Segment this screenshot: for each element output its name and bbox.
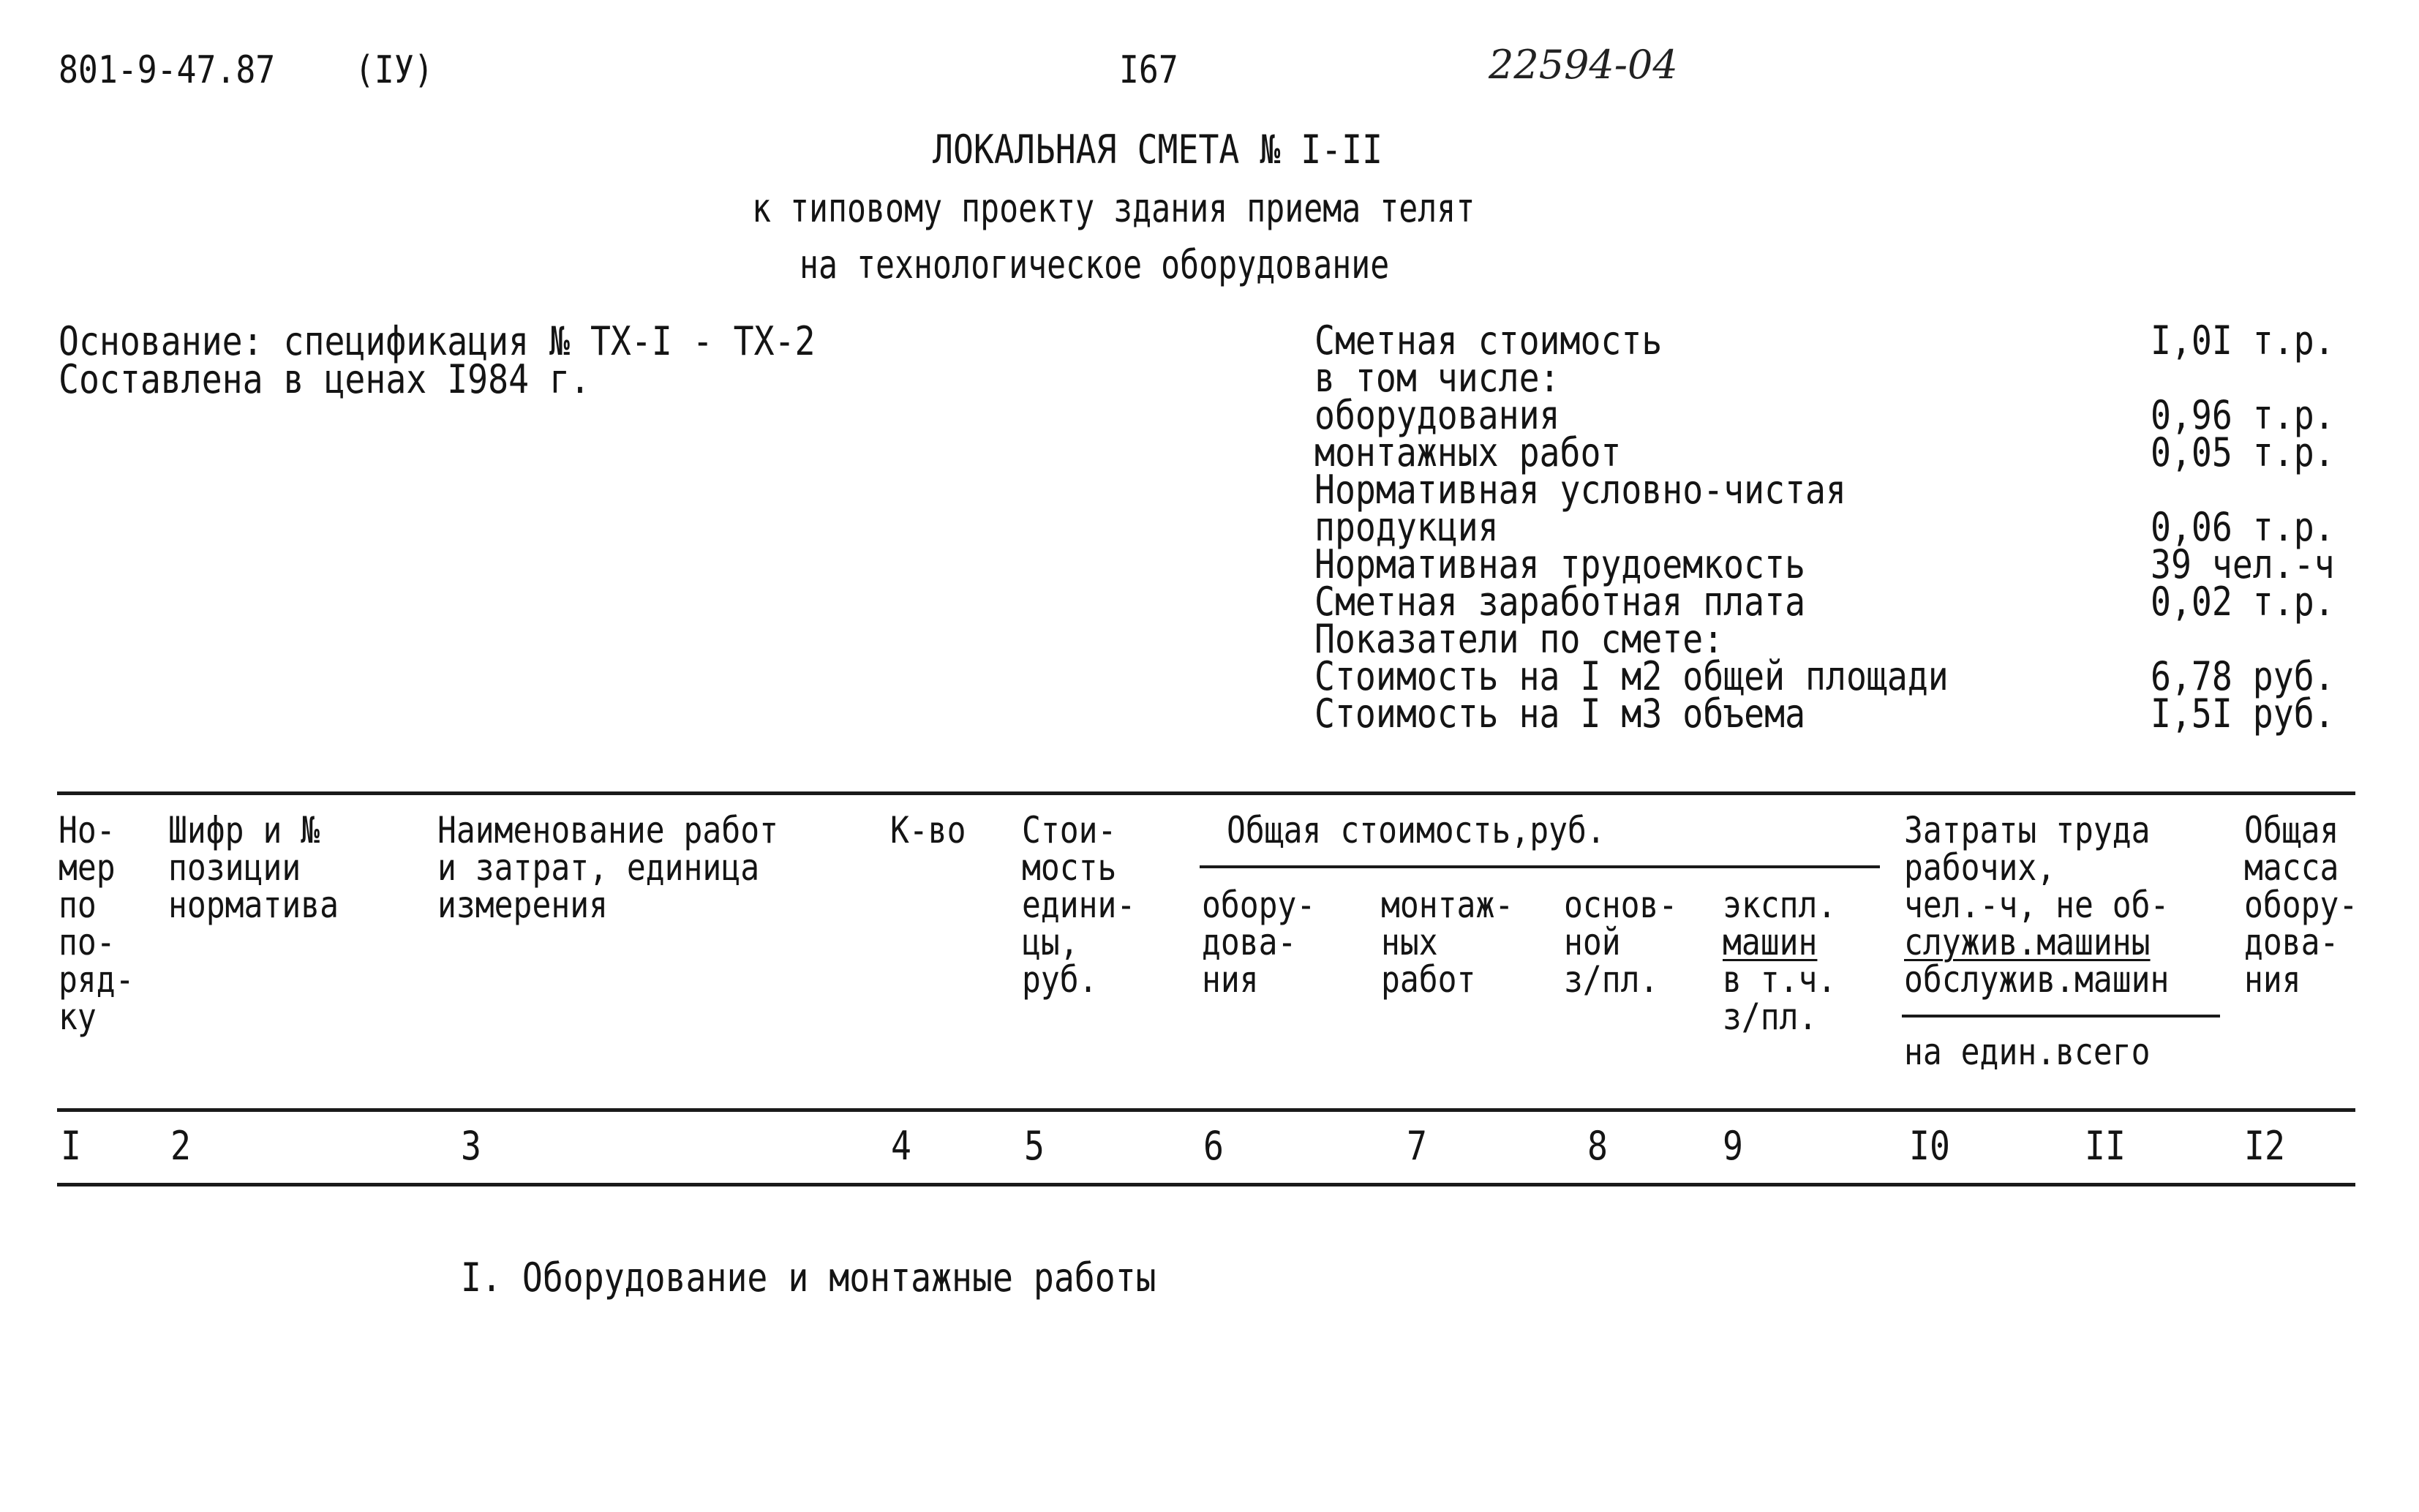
column-number: 2 [170, 1123, 191, 1169]
header-col-equipment-mass: Общая масса обору- дова- ния [2244, 809, 2358, 1001]
estimate-title: ЛОКАЛЬНАЯ СМЕТА № I-II [933, 127, 1383, 173]
summary-label: Сметная заработная плата [1314, 579, 1806, 625]
header-bottom-rule [57, 1108, 2355, 1112]
document-code: 801-9-47.87 [59, 48, 276, 92]
column-number: 9 [1723, 1123, 1743, 1169]
header-group-total-cost: Общая стоимость,руб. [1227, 809, 1606, 851]
header-col-labor: Затраты труда рабочих, чел.-ч, не об- служив.машины обслужив.машин [1904, 809, 2170, 1001]
summary-value: 0,05 т.р. [2151, 429, 2335, 475]
header-col-work-name: Наименование работ и затрат, единица измерения [437, 809, 778, 926]
summary-value: 0,02 т.р. [2151, 579, 2335, 625]
table-top-rule [57, 791, 2355, 795]
summary-value: I,0I т.р. [2151, 317, 2335, 364]
summary-value [2151, 471, 2335, 508]
summary-value [2151, 620, 2335, 658]
column-numbers-bottom-rule [57, 1183, 2355, 1186]
summary-label: в том числе: [1314, 355, 1560, 401]
summary-value: 0,06 т.р. [2151, 504, 2335, 550]
summary-value: 6,78 руб. [2151, 653, 2335, 699]
column-number: I [61, 1123, 81, 1169]
column-number: II [2085, 1123, 2126, 1169]
column-number: 6 [1203, 1123, 1224, 1169]
header-col-quantity: К-во [890, 809, 966, 851]
column-number: 3 [461, 1123, 481, 1169]
column-number: I0 [1909, 1123, 1950, 1169]
page-number: I67 [1119, 48, 1178, 92]
basis-specification: Основание: спецификация № ТХ-I - ТХ-2 [59, 318, 816, 364]
section-title: I. Оборудование и монтажные работы [461, 1255, 1156, 1301]
header-col-base-wages: основ- ной з/пл. [1564, 884, 1678, 1001]
column-number: 8 [1587, 1123, 1608, 1169]
header-labor-per-unit-total: на един.всего [1904, 1031, 2151, 1073]
header-col-norm-code: Шифр и № позиции норматива [168, 809, 339, 926]
estimate-subtitle-1: к типовому проекту здания приема телят [752, 185, 1475, 231]
summary-value: I,5I руб. [2151, 691, 2335, 737]
summary-labels [1314, 317, 1949, 737]
header-col-installation: монтаж- ных работ [1381, 884, 1514, 1001]
summary-label: Стоимость на I м3 объема [1314, 691, 1806, 737]
header-col-equipment: обору- дова- ния [1202, 884, 1316, 1001]
summary-value [2151, 359, 2335, 396]
labor-group-rule [1902, 1015, 2220, 1018]
summary-label: Сметная стоимость [1314, 317, 1663, 364]
column-number: 7 [1407, 1123, 1427, 1169]
handwritten-registration-number: 22594-04 [1489, 42, 1678, 88]
column-number: I2 [2244, 1123, 2285, 1169]
document-volume: (IУ) [355, 48, 434, 92]
header-col-machine-operation: экспл. машин в т.ч. з/пл. [1723, 884, 1837, 1038]
summary-label: Нормативная условно-чистая [1314, 467, 1846, 513]
summary-label: продукция [1314, 504, 1499, 550]
header-col-row-number: Но- мер по по- ряд- ку [59, 809, 135, 1038]
column-number: 4 [891, 1123, 911, 1169]
header-col-unit-cost: Стои- мость едини- цы, руб. [1022, 809, 1136, 1001]
summary-label: Показатели по смете: [1314, 616, 1724, 662]
summary-label: оборудования [1314, 392, 1560, 438]
summary-values [2151, 317, 2335, 737]
estimate-subtitle-2: на технологическое оборудование [800, 241, 1390, 287]
summary-label: Стоимость на I м2 общей площади [1314, 653, 1949, 699]
column-number: 5 [1024, 1123, 1045, 1169]
summary-label: монтажных работ [1314, 429, 1622, 475]
summary-value: 39 чел.-ч [2151, 541, 2335, 587]
basis-prices: Составлена в ценах I984 г. [59, 356, 590, 402]
total-cost-group-rule [1200, 865, 1880, 868]
summary-value: 0,96 т.р. [2151, 392, 2335, 438]
summary-label: Нормативная трудоемкость [1314, 541, 1806, 587]
